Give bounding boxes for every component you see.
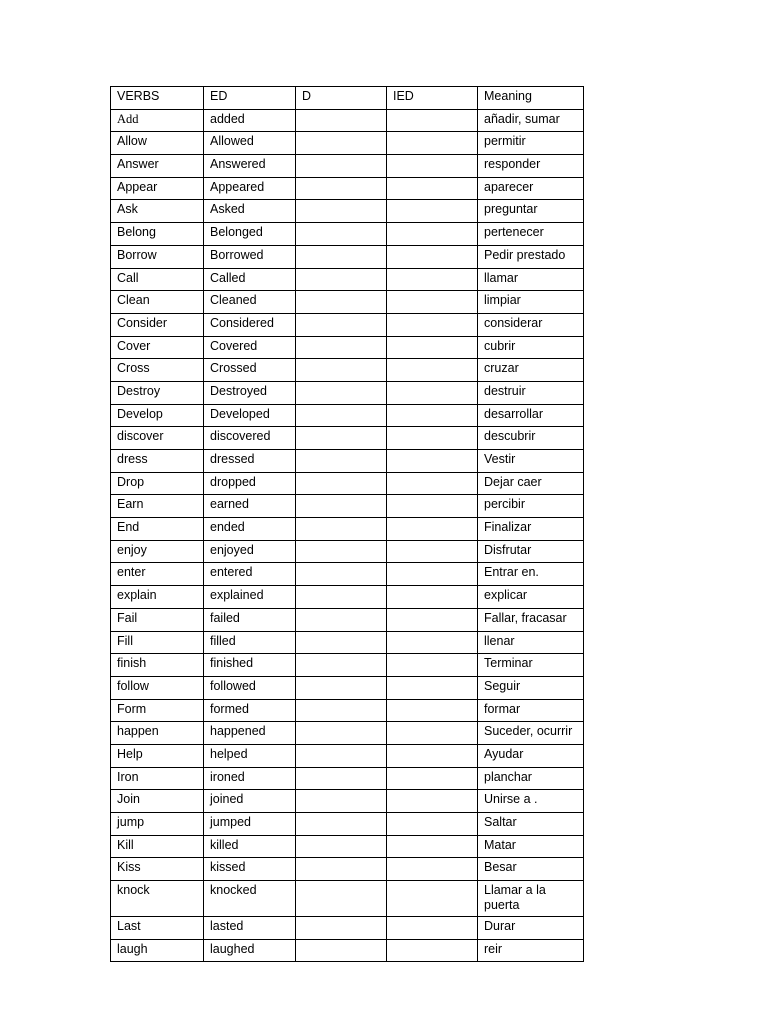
meaning-cell: aparecer	[478, 177, 584, 200]
ed-cell: jumped	[204, 813, 296, 836]
ied-cell	[387, 608, 478, 631]
d-cell	[296, 676, 387, 699]
ied-cell	[387, 563, 478, 586]
ied-cell	[387, 631, 478, 654]
verb-cell: Kill	[111, 835, 204, 858]
table-row	[111, 177, 584, 200]
d-cell	[296, 450, 387, 473]
meaning-cell: pertenecer	[478, 223, 584, 246]
ed-cell: Called	[204, 268, 296, 291]
d-cell	[296, 291, 387, 314]
table-row	[111, 563, 584, 586]
verb-cell: Last	[111, 917, 204, 940]
table-row	[111, 472, 584, 495]
ed-cell: knocked	[204, 881, 296, 917]
ed-cell: Answered	[204, 155, 296, 178]
verb-cell: Iron	[111, 767, 204, 790]
verb-cell: enter	[111, 563, 204, 586]
ied-cell	[387, 427, 478, 450]
verb-cell: explain	[111, 586, 204, 609]
ed-cell: Considered	[204, 313, 296, 336]
ed-cell: earned	[204, 495, 296, 518]
ied-cell	[387, 336, 478, 359]
header-meaning: Meaning	[478, 87, 584, 110]
d-cell	[296, 313, 387, 336]
verb-cell: laugh	[111, 939, 204, 962]
meaning-cell: desarrollar	[478, 404, 584, 427]
meaning-cell: descubrir	[478, 427, 584, 450]
d-cell	[296, 155, 387, 178]
meaning-cell: Seguir	[478, 676, 584, 699]
d-cell	[296, 359, 387, 382]
ed-cell: lasted	[204, 917, 296, 940]
verb-cell: Drop	[111, 472, 204, 495]
table-row	[111, 744, 584, 767]
meaning-cell: destruir	[478, 381, 584, 404]
ed-cell: added	[204, 109, 296, 132]
verb-cell: finish	[111, 654, 204, 677]
verb-cell: Fail	[111, 608, 204, 631]
ied-cell	[387, 699, 478, 722]
table-row	[111, 245, 584, 268]
ied-cell	[387, 472, 478, 495]
verb-cell: follow	[111, 676, 204, 699]
d-cell	[296, 268, 387, 291]
d-cell	[296, 495, 387, 518]
d-cell	[296, 654, 387, 677]
meaning-cell: Finalizar	[478, 518, 584, 541]
table-row	[111, 790, 584, 813]
d-cell	[296, 427, 387, 450]
table-row	[111, 381, 584, 404]
ied-cell	[387, 835, 478, 858]
meaning-cell: Terminar	[478, 654, 584, 677]
verb-cell: enjoy	[111, 540, 204, 563]
table-row	[111, 722, 584, 745]
ied-cell	[387, 858, 478, 881]
verb-cell: Cross	[111, 359, 204, 382]
ied-cell	[387, 917, 478, 940]
meaning-cell: limpiar	[478, 291, 584, 314]
ied-cell	[387, 540, 478, 563]
ied-cell	[387, 381, 478, 404]
ed-cell: happened	[204, 722, 296, 745]
ed-cell: Cleaned	[204, 291, 296, 314]
meaning-cell: preguntar	[478, 200, 584, 223]
ied-cell	[387, 200, 478, 223]
ied-cell	[387, 313, 478, 336]
meaning-cell: Saltar	[478, 813, 584, 836]
meaning-cell: llenar	[478, 631, 584, 654]
meaning-cell: Suceder, ocurrir	[478, 722, 584, 745]
ed-cell: explained	[204, 586, 296, 609]
ied-cell	[387, 654, 478, 677]
d-cell	[296, 200, 387, 223]
d-cell	[296, 223, 387, 246]
table-row	[111, 813, 584, 836]
ed-cell: Allowed	[204, 132, 296, 155]
d-cell	[296, 835, 387, 858]
table-row	[111, 427, 584, 450]
table-row	[111, 155, 584, 178]
verb-cell: Ask	[111, 200, 204, 223]
d-cell	[296, 608, 387, 631]
table-body	[111, 109, 584, 962]
ed-cell: killed	[204, 835, 296, 858]
d-cell	[296, 472, 387, 495]
table-row	[111, 654, 584, 677]
table-row	[111, 132, 584, 155]
meaning-cell: explicar	[478, 586, 584, 609]
meaning-cell: llamar	[478, 268, 584, 291]
meaning-cell: cubrir	[478, 336, 584, 359]
meaning-cell: Dejar caer	[478, 472, 584, 495]
d-cell	[296, 245, 387, 268]
d-cell	[296, 744, 387, 767]
table-row	[111, 495, 584, 518]
table-row	[111, 586, 584, 609]
ed-cell: discovered	[204, 427, 296, 450]
d-cell	[296, 767, 387, 790]
table-row	[111, 939, 584, 962]
verb-cell: Consider	[111, 313, 204, 336]
ed-cell: joined	[204, 790, 296, 813]
meaning-cell: planchar	[478, 767, 584, 790]
d-cell	[296, 518, 387, 541]
meaning-cell: percibir	[478, 495, 584, 518]
table-row	[111, 450, 584, 473]
table-row	[111, 336, 584, 359]
verb-cell: Destroy	[111, 381, 204, 404]
meaning-cell: Vestir	[478, 450, 584, 473]
ed-cell: ended	[204, 518, 296, 541]
d-cell	[296, 790, 387, 813]
table-row	[111, 291, 584, 314]
verb-cell: Fill	[111, 631, 204, 654]
d-cell	[296, 177, 387, 200]
ied-cell	[387, 722, 478, 745]
ied-cell	[387, 586, 478, 609]
ied-cell	[387, 813, 478, 836]
d-cell	[296, 563, 387, 586]
ied-cell	[387, 404, 478, 427]
ed-cell: Crossed	[204, 359, 296, 382]
ied-cell	[387, 291, 478, 314]
ed-cell: Destroyed	[204, 381, 296, 404]
table-row	[111, 223, 584, 246]
table-row	[111, 518, 584, 541]
ed-cell: Developed	[204, 404, 296, 427]
d-cell	[296, 917, 387, 940]
table-row	[111, 268, 584, 291]
ed-cell: helped	[204, 744, 296, 767]
verb-cell: jump	[111, 813, 204, 836]
verb-cell: Clean	[111, 291, 204, 314]
ed-cell: Appeared	[204, 177, 296, 200]
ied-cell	[387, 518, 478, 541]
verb-cell: Answer	[111, 155, 204, 178]
ied-cell	[387, 223, 478, 246]
ied-cell	[387, 109, 478, 132]
verbs-table	[110, 86, 584, 962]
ied-cell	[387, 359, 478, 382]
ied-cell	[387, 676, 478, 699]
table-row	[111, 917, 584, 940]
d-cell	[296, 858, 387, 881]
d-cell	[296, 699, 387, 722]
header-ed: ED	[204, 87, 296, 110]
meaning-cell: permitir	[478, 132, 584, 155]
verb-cell: Add	[111, 109, 204, 132]
ied-cell	[387, 450, 478, 473]
ied-cell	[387, 881, 478, 917]
table-row	[111, 200, 584, 223]
ed-cell: Covered	[204, 336, 296, 359]
meaning-cell: Fallar, fracasar	[478, 608, 584, 631]
header-d: D	[296, 87, 387, 110]
table-header	[111, 87, 584, 110]
verb-cell: Join	[111, 790, 204, 813]
table-row	[111, 608, 584, 631]
ed-cell: ironed	[204, 767, 296, 790]
verb-cell: Develop	[111, 404, 204, 427]
meaning-cell: cruzar	[478, 359, 584, 382]
header-ied: IED	[387, 87, 478, 110]
d-cell	[296, 132, 387, 155]
ied-cell	[387, 495, 478, 518]
table-row	[111, 359, 584, 382]
d-cell	[296, 540, 387, 563]
meaning-cell: considerar	[478, 313, 584, 336]
table-row	[111, 631, 584, 654]
verb-cell: Allow	[111, 132, 204, 155]
ed-cell: dressed	[204, 450, 296, 473]
ied-cell	[387, 939, 478, 962]
ied-cell	[387, 268, 478, 291]
ied-cell	[387, 767, 478, 790]
meaning-cell: Besar	[478, 858, 584, 881]
verb-cell: Call	[111, 268, 204, 291]
ied-cell	[387, 245, 478, 268]
ed-cell: dropped	[204, 472, 296, 495]
header-verbs: VERBS	[111, 87, 204, 110]
meaning-cell: Llamar a la puerta	[478, 881, 584, 917]
meaning-cell: Entrar en.	[478, 563, 584, 586]
d-cell	[296, 939, 387, 962]
ed-cell: Borrowed	[204, 245, 296, 268]
verb-cell: Kiss	[111, 858, 204, 881]
ed-cell: filled	[204, 631, 296, 654]
verb-cell: Earn	[111, 495, 204, 518]
d-cell	[296, 813, 387, 836]
meaning-cell: Matar	[478, 835, 584, 858]
d-cell	[296, 586, 387, 609]
meaning-cell: Disfrutar	[478, 540, 584, 563]
meaning-cell: añadir, sumar	[478, 109, 584, 132]
d-cell	[296, 404, 387, 427]
ed-cell: Asked	[204, 200, 296, 223]
ed-cell: finished	[204, 654, 296, 677]
table-row	[111, 835, 584, 858]
d-cell	[296, 722, 387, 745]
meaning-cell: reir	[478, 939, 584, 962]
ied-cell	[387, 790, 478, 813]
meaning-cell: Ayudar	[478, 744, 584, 767]
verb-cell: dress	[111, 450, 204, 473]
d-cell	[296, 381, 387, 404]
ed-cell: entered	[204, 563, 296, 586]
meaning-cell: formar	[478, 699, 584, 722]
verb-cell: Help	[111, 744, 204, 767]
ed-cell: enjoyed	[204, 540, 296, 563]
meaning-cell: responder	[478, 155, 584, 178]
table-row	[111, 109, 584, 132]
table-row	[111, 881, 584, 917]
table-row	[111, 404, 584, 427]
ed-cell: kissed	[204, 858, 296, 881]
ed-cell: laughed	[204, 939, 296, 962]
ed-cell: Belonged	[204, 223, 296, 246]
verb-cell: Form	[111, 699, 204, 722]
verb-cell: Appear	[111, 177, 204, 200]
table-row	[111, 767, 584, 790]
ied-cell	[387, 744, 478, 767]
table-row	[111, 699, 584, 722]
header-row	[111, 87, 584, 110]
table-row	[111, 858, 584, 881]
table-row	[111, 313, 584, 336]
ed-cell: followed	[204, 676, 296, 699]
d-cell	[296, 631, 387, 654]
d-cell	[296, 881, 387, 917]
d-cell	[296, 109, 387, 132]
meaning-cell: Durar	[478, 917, 584, 940]
ed-cell: failed	[204, 608, 296, 631]
verb-cell: happen	[111, 722, 204, 745]
meaning-cell: Unirse a .	[478, 790, 584, 813]
verb-cell: Borrow	[111, 245, 204, 268]
verb-cell: End	[111, 518, 204, 541]
verb-cell: knock	[111, 881, 204, 917]
meaning-cell: Pedir prestado	[478, 245, 584, 268]
ed-cell: formed	[204, 699, 296, 722]
verb-cell: discover	[111, 427, 204, 450]
ied-cell	[387, 177, 478, 200]
table-row	[111, 540, 584, 563]
table-row	[111, 676, 584, 699]
ied-cell	[387, 155, 478, 178]
verb-cell: Cover	[111, 336, 204, 359]
d-cell	[296, 336, 387, 359]
ied-cell	[387, 132, 478, 155]
verb-cell: Belong	[111, 223, 204, 246]
